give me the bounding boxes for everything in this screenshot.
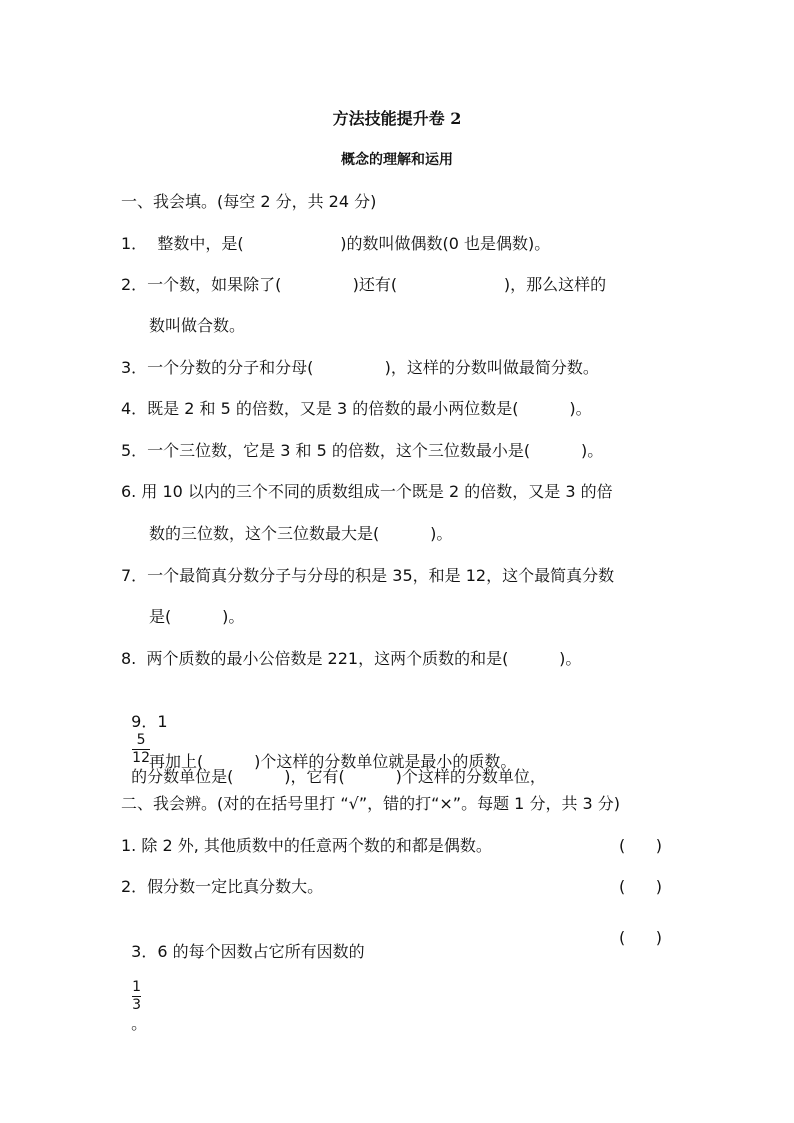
- question-1-4: 4．既是 2 和 5 的倍数，又是 3 的倍数的最小两位数是( )。: [121, 399, 592, 418]
- question-1-9-cont: 再加上( )个这样的分数单位就是最小的质数。: [149, 752, 517, 771]
- question-1-3: 3．一个分数的分子和分母( )，这样的分数叫做最简分数。: [121, 358, 599, 377]
- question-1-6: 6. 用 10 以内的三个不同的质数组成一个既是 2 的倍数，又是 3 的倍: [121, 482, 613, 501]
- fraction-numerator: 5: [136, 732, 146, 748]
- judge-question-3: [121, 922, 365, 1034]
- question-1-7: 7．一个最简真分数分子与分母的积是 35，和是 12，这个最简真分数: [121, 566, 615, 585]
- mixed-number-fraction: [132, 732, 150, 767]
- fraction-denominator: 3: [132, 997, 142, 1013]
- fraction-one-third: [132, 979, 141, 1014]
- page-title: 方法技能提升卷 2: [332, 109, 462, 128]
- answer-parentheses-1[interactable]: ( ): [619, 836, 662, 855]
- fraction-denominator: 12: [132, 750, 150, 766]
- question-1-5: 5．一个三位数，它是 3 和 5 的倍数，这个三位数最小是( )。: [121, 441, 604, 460]
- question-1-9: [121, 692, 546, 787]
- judge-question-3-text: 3．6 的每个因数占它所有因数的: [131, 942, 365, 961]
- question-1-8: 8. 两个质数的最小公倍数是 221，这两个质数的和是( )。: [121, 649, 582, 668]
- page-subtitle: 概念的理解和运用: [341, 152, 453, 168]
- fraction-numerator: 1: [132, 979, 142, 995]
- question-1-7-cont: 是( )。: [149, 607, 245, 626]
- question-1-6-cont: 数的三位数，这个三位数最大是( )。: [149, 524, 453, 543]
- section2-heading: 二、我会辨。(对的在括号里打 “√”，错的打“×”。每题 1 分，共 3 分): [121, 794, 621, 813]
- question-1-2-cont: 数叫做合数。: [149, 316, 246, 335]
- question-1-1: 1． 整数中，是( )的数叫做偶数(0 也是偶数)。: [121, 234, 551, 253]
- answer-parentheses-3[interactable]: ( ): [619, 928, 662, 947]
- question-1-9-text: 的分数单位是( )，它有( )个这样的分数单位，: [131, 767, 546, 786]
- judge-question-2: 2．假分数一定比真分数大。: [121, 877, 324, 896]
- answer-parentheses-2[interactable]: ( ): [619, 877, 662, 896]
- question-1-2: 2．一个数，如果除了( )还有( )，那么这样的: [121, 275, 607, 294]
- judge-question-3-end: 。: [131, 1014, 148, 1033]
- judge-question-1: 1. 除 2 外, 其他质数中的任意两个数的和都是偶数。: [121, 836, 492, 855]
- section1-heading: 一、我会填。(每空 2 分，共 24 分): [121, 192, 377, 211]
- question-1-9-prefix: 9．1: [131, 712, 168, 731]
